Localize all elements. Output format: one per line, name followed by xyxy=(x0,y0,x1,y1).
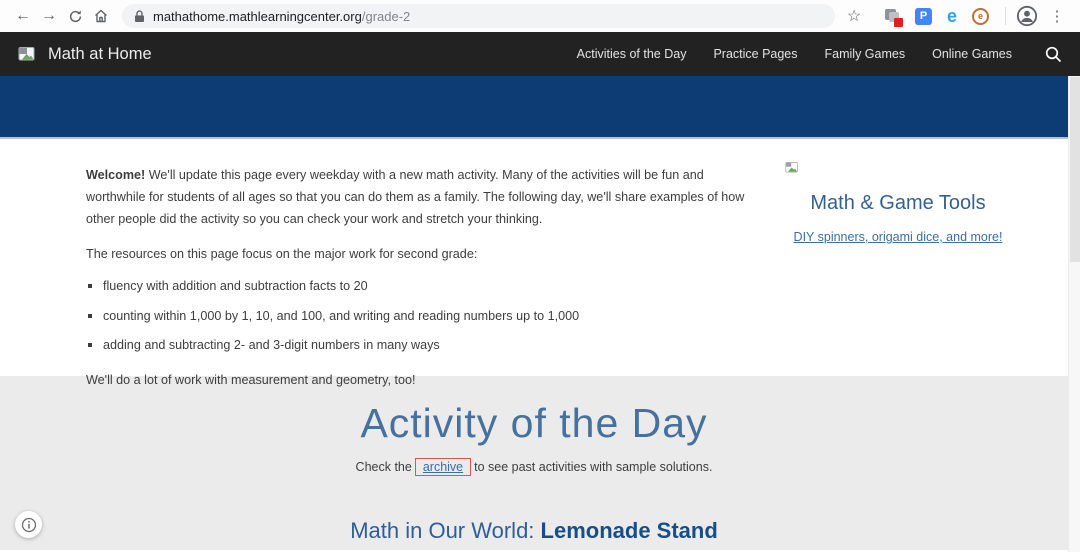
diy-tools-link[interactable]: DIY spinners, origami dice, and more! xyxy=(793,230,1003,244)
nav-item-family-games[interactable]: Family Games xyxy=(824,47,906,61)
scrollbar-thumb[interactable] xyxy=(1070,77,1080,262)
home-button[interactable] xyxy=(88,3,114,29)
intro-text-column xyxy=(86,139,764,387)
lock-icon xyxy=(134,10,145,23)
extension-p-icon[interactable]: P xyxy=(915,8,932,25)
info-icon xyxy=(21,517,37,533)
world-title-prefix: Math in Our World: xyxy=(350,518,541,543)
list-item: adding and subtracting 2- and 3-digit numbers in many ways xyxy=(86,337,764,355)
search-icon xyxy=(1045,46,1062,63)
extension-e-ring-icon[interactable]: e xyxy=(972,8,989,25)
extension-capture-icon[interactable] xyxy=(885,9,900,24)
intro-section xyxy=(0,139,1068,387)
profile-avatar-button[interactable] xyxy=(1014,3,1040,29)
capture-red-badge xyxy=(894,18,903,27)
url-domain: mathathome.mathlearningcenter.org xyxy=(153,8,362,24)
archive-link[interactable]: archive xyxy=(422,460,464,474)
info-button[interactable] xyxy=(15,511,42,538)
toolbar-divider xyxy=(1005,7,1006,25)
nav-item-activities-of-the-day[interactable]: Activities of the Day xyxy=(576,47,687,61)
address-bar[interactable] xyxy=(122,4,835,28)
primary-nav xyxy=(577,46,1062,63)
math-game-tools-card xyxy=(782,139,1014,376)
reload-icon xyxy=(68,9,83,24)
subtitle-before: Check the xyxy=(355,460,412,474)
broken-image-icon xyxy=(785,161,799,174)
page-scrollbar[interactable] xyxy=(1068,76,1080,552)
outro-paragraph: We'll do a lot of work with measurement and geometry, too! xyxy=(86,373,416,387)
reload-button[interactable] xyxy=(62,3,88,29)
list-item: fluency with addition and subtraction facts to 20 xyxy=(86,278,764,296)
browser-menu-button[interactable]: ⋮ xyxy=(1044,3,1070,29)
url-text xyxy=(153,9,410,24)
welcome-text: We'll update this page every weekday with a new math activity. Many of the activities will be fun and worthwhile for students of all ages so that you can do them as a family. The following day, we'll share examples of how other people did the activity so you can check your work and stretch your thinking. xyxy=(86,168,745,227)
list-item: counting within 1,000 by 1, 10, and 100, and writing and reading numbers up to 1,000 xyxy=(86,308,764,326)
archive-subtitle xyxy=(0,458,1068,476)
world-title-activity: Lemonade Stand xyxy=(540,518,718,543)
home-icon xyxy=(93,8,109,24)
grade-goals-list xyxy=(86,278,764,355)
page-content xyxy=(0,76,1068,550)
math-game-tools-title: Math & Game Tools xyxy=(810,192,986,214)
bookmark-star-button[interactable]: ☆ xyxy=(841,3,867,29)
browser-chrome xyxy=(0,0,1080,32)
activity-of-the-day-section xyxy=(0,376,1068,550)
resources-intro: The resources on this page focus on the major work for second grade: xyxy=(86,247,478,262)
search-button[interactable] xyxy=(1045,46,1062,63)
broken-image-icon xyxy=(18,46,36,62)
site-title: Math at Home xyxy=(48,44,152,63)
avatar-icon xyxy=(1016,5,1038,27)
archive-highlight-box xyxy=(415,458,471,476)
activity-heading: Activity of the Day xyxy=(360,400,708,446)
nav-item-practice-pages[interactable]: Practice Pages xyxy=(713,47,798,61)
back-button[interactable]: ← xyxy=(10,3,36,29)
math-in-our-world-title xyxy=(0,518,1068,544)
internet-explorer-icon[interactable]: e xyxy=(946,6,957,26)
forward-button[interactable]: → xyxy=(36,3,62,29)
welcome-bold: Welcome! xyxy=(86,168,146,182)
welcome-paragraph xyxy=(86,164,764,230)
extensions-toolbar xyxy=(885,7,989,25)
url-path: /grade-2 xyxy=(361,8,411,24)
hero-blue-band xyxy=(0,76,1068,139)
nav-item-online-games[interactable]: Online Games xyxy=(932,47,1012,61)
site-navbar xyxy=(0,32,1080,76)
subtitle-after: to see past activities with sample solutions. xyxy=(474,460,713,474)
site-logo-home-link[interactable] xyxy=(18,45,152,64)
